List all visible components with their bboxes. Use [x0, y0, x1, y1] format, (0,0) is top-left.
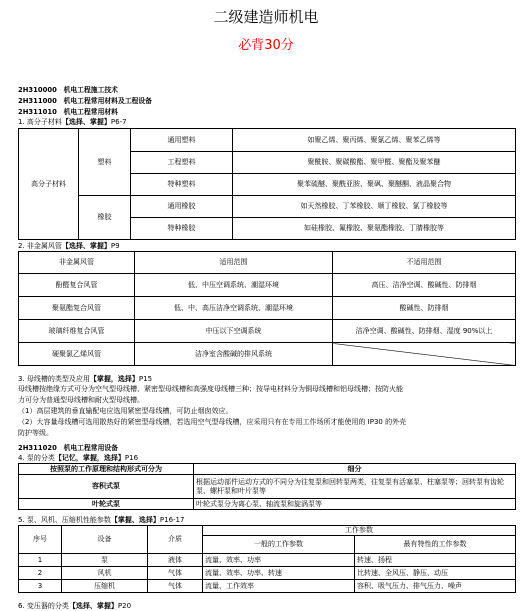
perf-general: 流量、效率、功率 [203, 554, 355, 567]
plastic-group-cell: 塑料 [79, 129, 131, 196]
duct-suitable: 中压以下空调系统 [135, 320, 333, 343]
section-1-heading [18, 117, 127, 127]
polymer-examples: 如聚乙烯、聚丙烯、聚氯乙烯、聚苯乙烯等 [233, 129, 516, 152]
document-subtitle: 必背30分 [238, 38, 294, 53]
chapter-code: 2H310000 机电工程施工技术 [18, 86, 118, 94]
polymer-examples: 如硅橡胶、氟橡胶、聚氨酯橡胶、丁腈橡胶等 [233, 218, 516, 240]
document-title: 二级建造师机电 [213, 8, 319, 26]
busway-line: 母线槽按绝缘方式可分为空气型母线槽、紧密型母线槽和高强度母线槽三种；按导电材料分为铜母线槽和铝母线槽；按防火能 [18, 385, 403, 393]
section-5-page: P16-17 [159, 516, 185, 524]
busway-line: （1）高层建筑的垂直输配电应选用紧密型母线槽，可防止烟囱效应。 [18, 407, 233, 415]
perf-device: 压缩机 [62, 580, 148, 593]
table-row [19, 526, 516, 536]
perf-special: 容积、吸气压力、排气压力、噪声 [355, 580, 516, 593]
polymer-examples: 聚苯硫醚、聚酰亚胺、聚砜、聚醚酮、液晶聚合物 [233, 174, 516, 196]
polymer-table [18, 128, 516, 240]
duct-header-name: 非金属风管 [19, 252, 135, 274]
duct-unsuitable-empty [333, 343, 516, 366]
polymer-type: 工程塑料 [131, 152, 233, 174]
perf-medium: 气体 [148, 580, 203, 593]
section-5-tag: 【掌握、选择】 [110, 516, 160, 524]
perf-medium: 液体 [148, 554, 203, 567]
duct-name: 玻璃纤维复合风管 [19, 320, 135, 343]
table-row [19, 343, 516, 366]
duct-name: 聚氨酯复合风管 [19, 297, 135, 320]
table-row [19, 274, 516, 297]
section-1-title: 1. 高分子材料 [18, 118, 62, 126]
polymer-type: 特种橡胶 [131, 218, 233, 240]
section-2-heading [18, 241, 120, 251]
perf-special: 转速、扬程 [355, 554, 516, 567]
table-row [19, 196, 516, 218]
table-row [19, 297, 516, 320]
polymer-type: 通用塑料 [131, 129, 233, 152]
duct-suitable: 洁净室含酸碱的排风系统 [135, 343, 333, 366]
perf-header-no: 序号 [19, 526, 62, 554]
perf-general: 流量、效率、功率、转速 [203, 567, 355, 580]
perf-no: 2 [19, 567, 62, 580]
table-row [19, 475, 516, 499]
duct-suitable: 低、中压空调系统、潮湿环境 [135, 274, 333, 297]
section-4-page: P16 [124, 454, 139, 462]
polymer-root-cell: 高分子材料 [19, 129, 79, 240]
table-row [19, 580, 516, 593]
table-row [19, 129, 516, 152]
duct-header-unsuitable: 不适用范围 [333, 252, 516, 274]
duct-unsuitable: 酸碱性、防排烟 [333, 297, 516, 320]
busway-line: 防护等级。 [18, 429, 53, 437]
perf-no: 3 [19, 580, 62, 593]
duct-unsuitable: 高压、洁净空调、酸碱性、防排烟 [333, 274, 516, 297]
table-row [19, 464, 516, 475]
perf-device: 风机 [62, 567, 148, 580]
section-5-title: 5. 泵、风机、压缩机性能参数 [18, 516, 111, 524]
section-2-page: P9 [110, 242, 120, 250]
perf-medium: 气体 [148, 567, 203, 580]
busway-line: 力可分为普通型母线槽和耐火型母线槽。 [18, 396, 144, 404]
pump-detail: 叶轮式泵分为离心泵、轴流泵和旋涡泵等 [194, 499, 516, 510]
section-2-tag: 【选择、掌握】 [61, 242, 111, 250]
pump-detail: 根据运动部件运动方式的不同分为往复泵和回转泵两类，往复泵有活塞泵、柱塞泵等；回转泵有齿轮泵、螺杆泵和叶片泵等 [194, 475, 516, 499]
busway-line: （2）大容量母线槽可选用散热好的紧密型母线槽，若选用空气型母线槽，应采用只有在专用工作场所才能使用的 IP30 的外壳 [18, 418, 407, 426]
rubber-group-cell: 橡胶 [79, 196, 131, 240]
perf-special: 比转速、全风压、静压、动压 [355, 567, 516, 580]
section-5-heading [18, 515, 184, 525]
duct-name: 酚醛复合风管 [19, 274, 135, 297]
perf-header-params: 工作参数 [203, 526, 516, 536]
table-row [19, 499, 516, 510]
section-code: 2H311000 机电工程常用材料及工程设备 [18, 97, 152, 105]
table-row [19, 567, 516, 580]
section-6-title: 6. 变压器的分类 [18, 602, 69, 610]
duct-unsuitable: 洁净空调、酸碱性、防排烟、湿度 90%以上 [333, 320, 516, 343]
perf-no: 1 [19, 554, 62, 567]
section-6-heading [18, 601, 131, 611]
pump-type: 容积式泵 [19, 475, 194, 499]
perf-device: 泵 [62, 554, 148, 567]
pump-type: 叶轮式泵 [19, 499, 194, 510]
perf-general: 流量、工作效率 [203, 580, 355, 593]
section-6-page: P20 [117, 602, 132, 610]
section-3-page: P15 [138, 375, 153, 383]
pump-header-principle: 按照泵的工作原理和结构形式可分为 [19, 464, 194, 475]
section-1-tag: 【选择、掌握】 [61, 118, 111, 126]
section-3-heading [18, 374, 152, 384]
performance-table [18, 525, 516, 593]
duct-name: 硬聚氯乙烯风管 [19, 343, 135, 366]
polymer-type: 特种塑料 [131, 174, 233, 196]
duct-table [18, 251, 516, 366]
perf-header-device: 设备 [62, 526, 148, 554]
duct-suitable: 低、中、高压洁净空调系统、潮湿环境 [135, 297, 333, 320]
perf-header-special: 最有特性的工作参数 [355, 536, 516, 554]
section-4-heading [18, 453, 138, 463]
section-4-tag: 【记忆，掌握，选择】 [54, 454, 125, 462]
table-row [19, 554, 516, 567]
section-2-title: 2. 非金属风管 [18, 242, 62, 250]
pump-table [18, 463, 516, 510]
busway-paragraph [18, 384, 516, 439]
polymer-examples: 聚酰胺、聚碳酸酯、聚甲醛、聚酯及聚苯醚 [233, 152, 516, 174]
perf-header-general: 一般的工作参数 [203, 536, 355, 554]
section-6-tag: 【选择、掌握】 [68, 602, 118, 610]
subsection-code: 2H311010 机电工程常用材料 [18, 108, 118, 116]
section-4-title: 4. 泵的分类 [18, 454, 55, 462]
table-row [19, 320, 516, 343]
perf-header-medium: 介质 [148, 526, 203, 554]
section-1-page: P6-7 [110, 118, 127, 126]
pump-header-detail: 细分 [194, 464, 516, 475]
table-row [19, 252, 516, 274]
polymer-examples: 如天然橡胶、丁苯橡胶、顺丁橡胶、氯丁橡胶等 [233, 196, 516, 218]
section-3-title: 3. 母线槽的类型及应用 [18, 375, 90, 383]
section-3-tag: 【掌握，选择】 [89, 375, 139, 383]
equipment-code: 2H311020 机电工程常用设备 [18, 444, 118, 452]
duct-header-suitable: 适用范围 [135, 252, 333, 274]
polymer-type: 通用橡胶 [131, 196, 233, 218]
